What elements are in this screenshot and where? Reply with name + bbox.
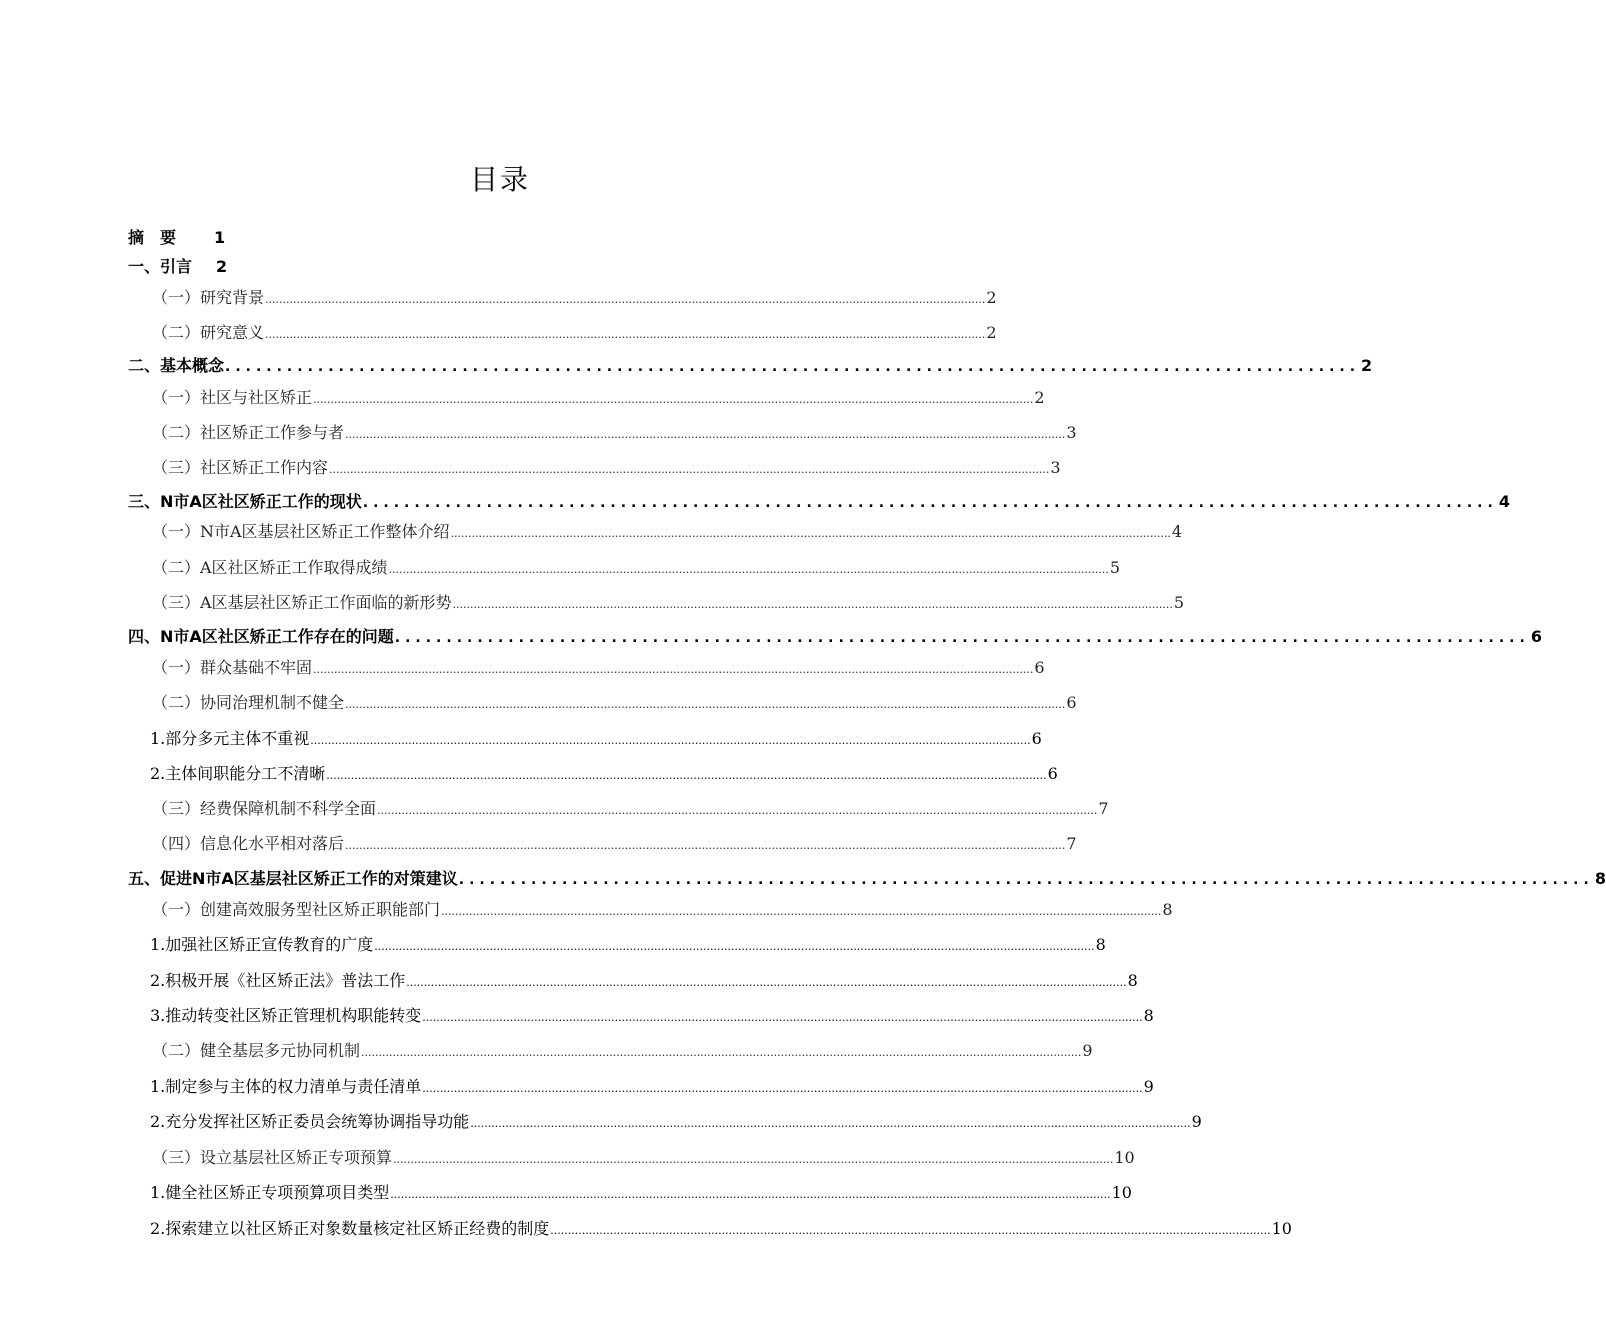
toc-leader: .............................................................................................................................................................................................................. bbox=[361, 1046, 1082, 1059]
toc-leader: .............................................................................................................. bbox=[458, 872, 1594, 888]
toc-entry-section[interactable] bbox=[152, 1039, 1093, 1063]
toc-entry-text: （二）健全基层多元协同机制 bbox=[152, 1041, 361, 1060]
toc-entry-page: 6 bbox=[1031, 729, 1042, 748]
toc-entry-page: 9 bbox=[1191, 1112, 1202, 1131]
toc-entry-page: 1 bbox=[214, 228, 226, 247]
toc-entry-page: 6 bbox=[1066, 693, 1077, 712]
toc-entry-page: 2 bbox=[986, 323, 997, 342]
toc-entry-subsection[interactable] bbox=[150, 762, 1058, 786]
toc-entry-subsection[interactable] bbox=[150, 1110, 1202, 1134]
toc-leader: .............................................................................................................................................................................................................. bbox=[265, 328, 986, 341]
toc-leader: .............................................................................................................................................................................................................. bbox=[374, 940, 1095, 953]
toc-entry-page: 10 bbox=[1111, 1183, 1132, 1202]
toc-entry-section[interactable] bbox=[152, 691, 1077, 715]
toc-entry-subsection[interactable] bbox=[150, 727, 1042, 751]
toc-leader: .............................................................................................................. bbox=[225, 359, 1361, 375]
toc-entry-page: 6 bbox=[1530, 627, 1542, 646]
toc-leader: .............................................................................................................................................................................................................. bbox=[326, 769, 1047, 782]
toc-entry-page: 8 bbox=[1095, 935, 1106, 954]
toc-leader: .............................................................................................................................................................................................................. bbox=[377, 804, 1098, 817]
toc-leader: .............................................................................................................................................................................................................. bbox=[441, 905, 1162, 918]
toc-entry-section[interactable] bbox=[152, 797, 1109, 821]
toc-entry-page: 9 bbox=[1082, 1041, 1093, 1060]
toc-entry-text: 三、N市A区社区矫正工作的现状 bbox=[128, 492, 362, 511]
toc-leader: .............................................................................................................................................................................................................. bbox=[470, 1117, 1191, 1130]
toc-leader: .............................................................................................................................................................................................................. bbox=[345, 839, 1066, 852]
toc-entry-subsection[interactable] bbox=[150, 1075, 1154, 1099]
toc-entry-page: 6 bbox=[1047, 764, 1058, 783]
toc-leader: .............................................................................................................................................................................................................. bbox=[345, 698, 1066, 711]
toc-entry-abstract[interactable] bbox=[128, 226, 225, 250]
toc-entry-page: 4 bbox=[1171, 522, 1183, 541]
toc-entry-text: （二）A区社区矫正工作取得成绩 bbox=[152, 558, 388, 577]
toc-entry-subsection[interactable] bbox=[150, 969, 1138, 993]
toc-leader: .............................................................................................................................................................................................................. bbox=[452, 598, 1173, 611]
toc-leader: .............................................................................................................................................................................................................. bbox=[393, 1153, 1114, 1166]
toc-entry-page: 7 bbox=[1066, 834, 1077, 853]
toc-entry-chapter-3[interactable] bbox=[128, 490, 1510, 514]
toc-entry-text: 1.健全社区矫正专项预算项目类型 bbox=[150, 1183, 390, 1202]
toc-entry-page: 4 bbox=[1498, 492, 1510, 511]
toc-entry-text: 一、引言 bbox=[128, 257, 193, 276]
toc-leader: .............................................................................................................................................................................................................. bbox=[310, 734, 1031, 747]
toc-leader: .............................................................................................................. bbox=[394, 630, 1530, 646]
toc-entry-chapter-2[interactable] bbox=[128, 354, 1373, 378]
toc-entry-text: 1.部分多元主体不重视 bbox=[150, 729, 310, 748]
toc-entry-text: （一）创建高效服务型社区矫正职能部门 bbox=[152, 900, 441, 919]
toc-entry-page: 5 bbox=[1109, 558, 1121, 577]
toc-entry-page: 2 bbox=[1034, 388, 1045, 407]
toc-leader: .............................................................................................................................................................................................................. bbox=[345, 428, 1066, 441]
toc-entry-section[interactable] bbox=[152, 386, 1045, 410]
toc-leader: .............................................................................................................................................................................................................. bbox=[550, 1224, 1271, 1237]
toc-entry-text: （三）经费保障机制不科学全面 bbox=[152, 799, 377, 818]
toc-entry-section[interactable] bbox=[152, 286, 997, 310]
page-title: 目录 bbox=[469, 163, 530, 196]
toc-entry-page: 3 bbox=[1050, 458, 1061, 477]
toc-entry-subsection[interactable] bbox=[150, 933, 1106, 957]
toc-entry-text: （一）社区与社区矫正 bbox=[152, 388, 313, 407]
toc-entry-section[interactable] bbox=[152, 656, 1045, 680]
toc-leader: .............................................................................................................................................................................................................. bbox=[265, 293, 986, 306]
toc-entry-text: （一）群众基础不牢固 bbox=[152, 658, 313, 677]
toc-entry-section[interactable] bbox=[152, 321, 997, 345]
toc-entry-text: 2.积极开展《社区矫正法》普法工作 bbox=[150, 971, 406, 990]
toc-entry-text: （二）协同治理机制不健全 bbox=[152, 693, 345, 712]
toc-leader: .............................................................................................................................................................................................................. bbox=[313, 393, 1034, 406]
toc-leader: .............................................................................................................................................................................................................. bbox=[388, 563, 1109, 576]
toc-entry-text: 2.充分发挥社区矫正委员会统筹协调指导功能 bbox=[150, 1112, 470, 1131]
toc-entry-section[interactable] bbox=[152, 421, 1077, 445]
toc-entry-page: 2 bbox=[216, 257, 228, 276]
toc-entry-section[interactable] bbox=[152, 456, 1061, 480]
toc-entry-page: 10 bbox=[1114, 1148, 1135, 1167]
toc-entry-text: （三）A区基层社区矫正工作面临的新形势 bbox=[152, 593, 452, 612]
toc-leader: .............................................................................................................................................................................................................. bbox=[406, 976, 1127, 989]
toc-entry-chapter-5[interactable] bbox=[128, 867, 1606, 891]
toc-entry-text: 摘 要 bbox=[128, 228, 177, 247]
toc-entry-page: 5 bbox=[1173, 593, 1185, 612]
toc-entry-text: 2.主体间职能分工不清晰 bbox=[150, 764, 326, 783]
toc-entry-section[interactable] bbox=[152, 832, 1077, 856]
toc-entry-subsection[interactable] bbox=[150, 1004, 1154, 1028]
toc-entry-text: 1.加强社区矫正宣传教育的广度 bbox=[150, 935, 374, 954]
toc-entry-page: 2 bbox=[1361, 356, 1373, 375]
toc-entry-page: 2 bbox=[986, 288, 997, 307]
toc-leader: .............................................................................................................................................................................................................. bbox=[313, 663, 1034, 676]
toc-leader: .............................................................................................................................................................................................................. bbox=[422, 1011, 1143, 1024]
toc-entry-section[interactable] bbox=[152, 1146, 1135, 1170]
toc-entry-subsection[interactable] bbox=[150, 1181, 1132, 1205]
toc-entry-text: 3.推动转变社区矫正管理机构职能转变 bbox=[150, 1006, 422, 1025]
toc-entry-text: （三）社区矫正工作内容 bbox=[152, 458, 329, 477]
toc-entry-text: 二、基本概念 bbox=[128, 356, 225, 375]
toc-entry-text: （四）信息化水平相对落后 bbox=[152, 834, 345, 853]
toc-entry-page: 8 bbox=[1143, 1006, 1154, 1025]
toc-entry-chapter-1[interactable] bbox=[128, 255, 227, 279]
toc-entry-page: 7 bbox=[1098, 799, 1109, 818]
toc-entry-section[interactable] bbox=[152, 898, 1173, 922]
toc-leader: .............................................................................................................................................................................................................. bbox=[422, 1082, 1143, 1095]
toc-entry-page: 8 bbox=[1162, 900, 1173, 919]
toc-leader: .............................................................................................................................................................................................................. bbox=[329, 463, 1050, 476]
toc-entry-subsection[interactable] bbox=[150, 1217, 1292, 1241]
toc-entry-chapter-4[interactable] bbox=[128, 625, 1542, 649]
toc-entry-text: 四、N市A区社区矫正工作存在的问题 bbox=[128, 627, 394, 646]
toc-entry-text: （一）研究背景 bbox=[152, 288, 265, 307]
toc-leader: .............................................................................................................................................................................................................. bbox=[450, 527, 1171, 540]
toc-entry-text: （二）社区矫正工作参与者 bbox=[152, 423, 345, 442]
toc-entry-text: 五、促进N市A区基层社区矫正工作的对策建议 bbox=[128, 869, 458, 888]
toc-leader: .............................................................................................................................................................................................................. bbox=[390, 1188, 1111, 1201]
toc-entry-text: 1.制定参与主体的权力清单与责任清单 bbox=[150, 1077, 422, 1096]
toc-entry-text: （一）N市A区基层社区矫正工作整体介绍 bbox=[152, 522, 450, 541]
toc-entry-page: 3 bbox=[1066, 423, 1077, 442]
toc-entry-section[interactable] bbox=[152, 520, 1183, 544]
toc-entry-text: （三）设立基层社区矫正专项预算 bbox=[152, 1148, 393, 1167]
toc-entry-page: 8 bbox=[1127, 971, 1138, 990]
toc-entry-page: 10 bbox=[1271, 1219, 1292, 1238]
toc-entry-text: 2.探索建立以社区矫正对象数量核定社区矫正经费的制度 bbox=[150, 1219, 550, 1238]
toc-leader: .............................................................................................................. bbox=[362, 495, 1498, 511]
toc-entry-page: 9 bbox=[1143, 1077, 1154, 1096]
toc-entry-text: （二）研究意义 bbox=[152, 323, 265, 342]
toc-entry-section[interactable] bbox=[152, 591, 1185, 615]
toc-entry-page: 6 bbox=[1034, 658, 1045, 677]
toc-entry-page: 8 bbox=[1594, 869, 1606, 888]
toc-entry-section[interactable] bbox=[152, 556, 1121, 580]
